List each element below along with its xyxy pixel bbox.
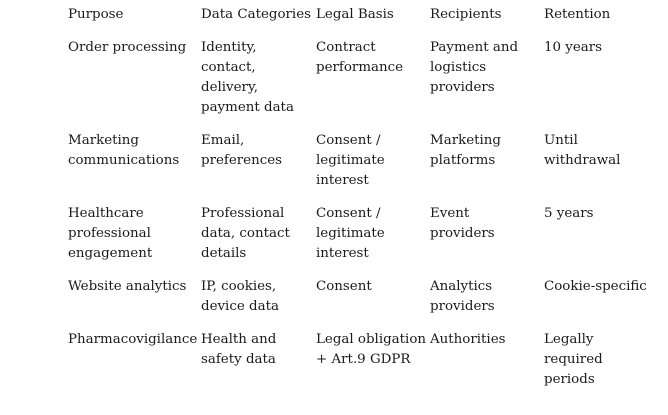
cell-text: 5 years (544, 206, 594, 221)
cell-text: Pharmacovigilance (68, 332, 198, 347)
cell-retention (544, 131, 668, 204)
cell-legal-basis (316, 330, 430, 403)
cell-text: Professional data, contact details (201, 206, 290, 261)
cell-text: Email, preferences (201, 133, 283, 168)
cell-purpose (68, 277, 201, 330)
cell-legal-basis (316, 131, 430, 204)
cell-text: Legally required periods (544, 332, 603, 387)
cell-text: Website analytics (68, 279, 187, 294)
cell-text: 10 years (544, 40, 603, 55)
cell-data-categories (201, 330, 316, 403)
cell-legal-basis (316, 204, 430, 277)
cell-data-categories (201, 277, 316, 330)
cell-text: Analytics providers (430, 279, 495, 314)
cell-text: Consent / legitimate interest (316, 206, 385, 261)
cell-text: Identity, contact, delivery, payment data (201, 40, 294, 115)
cell-recipients (430, 38, 544, 131)
cell-data-categories (201, 38, 316, 131)
cell-text: Healthcare professional engagement (68, 206, 153, 261)
cell-recipients (430, 330, 544, 403)
cell-text: Order processing (68, 40, 187, 55)
cell-text: Payment and logistics providers (430, 40, 519, 95)
cell-text: Marketing communications (68, 133, 180, 168)
table-row (68, 277, 668, 330)
cell-text: Legal obligation + Art.9 GDPR (316, 332, 427, 367)
cell-text: Marketing platforms (430, 133, 501, 168)
cell-purpose (68, 38, 201, 131)
cell-text: Contract performance (316, 40, 404, 75)
cell-text: Consent / legitimate interest (316, 133, 385, 188)
cell-purpose (68, 330, 201, 403)
cell-retention (544, 38, 668, 131)
cell-retention (544, 204, 668, 277)
table-row (68, 204, 668, 277)
cell-text: Event providers (430, 206, 495, 241)
cell-legal-basis (316, 277, 430, 330)
header-data-categories: Data Categories (201, 7, 311, 22)
header-recipients: Recipients (430, 7, 502, 22)
cell-data-categories (201, 131, 316, 204)
cell-retention (544, 277, 668, 330)
cell-retention (544, 330, 668, 403)
cell-purpose (68, 131, 201, 204)
header-legal-basis: Legal Basis (316, 7, 394, 22)
cell-data-categories (201, 204, 316, 277)
cell-purpose (68, 204, 201, 277)
cell-text: Consent (316, 279, 372, 294)
cell-text: Until withdrawal (544, 133, 621, 168)
header-retention: Retention (544, 7, 611, 22)
table-row (68, 38, 668, 131)
table-row (68, 330, 668, 403)
table-body (68, 38, 668, 403)
cell-text: Health and safety data (201, 332, 277, 367)
cell-recipients (430, 204, 544, 277)
header-purpose: Purpose (68, 7, 124, 22)
cell-recipients (430, 131, 544, 204)
cell-text: IP, cookies, device data (201, 279, 279, 314)
cell-recipients (430, 277, 544, 330)
cell-text: Authorities (430, 332, 506, 347)
header-row (68, 5, 668, 38)
table-row (68, 131, 668, 204)
data-processing-table (68, 5, 668, 403)
cell-text: Cookie-specific (544, 279, 647, 294)
cell-legal-basis (316, 38, 430, 131)
table-header (68, 5, 668, 38)
